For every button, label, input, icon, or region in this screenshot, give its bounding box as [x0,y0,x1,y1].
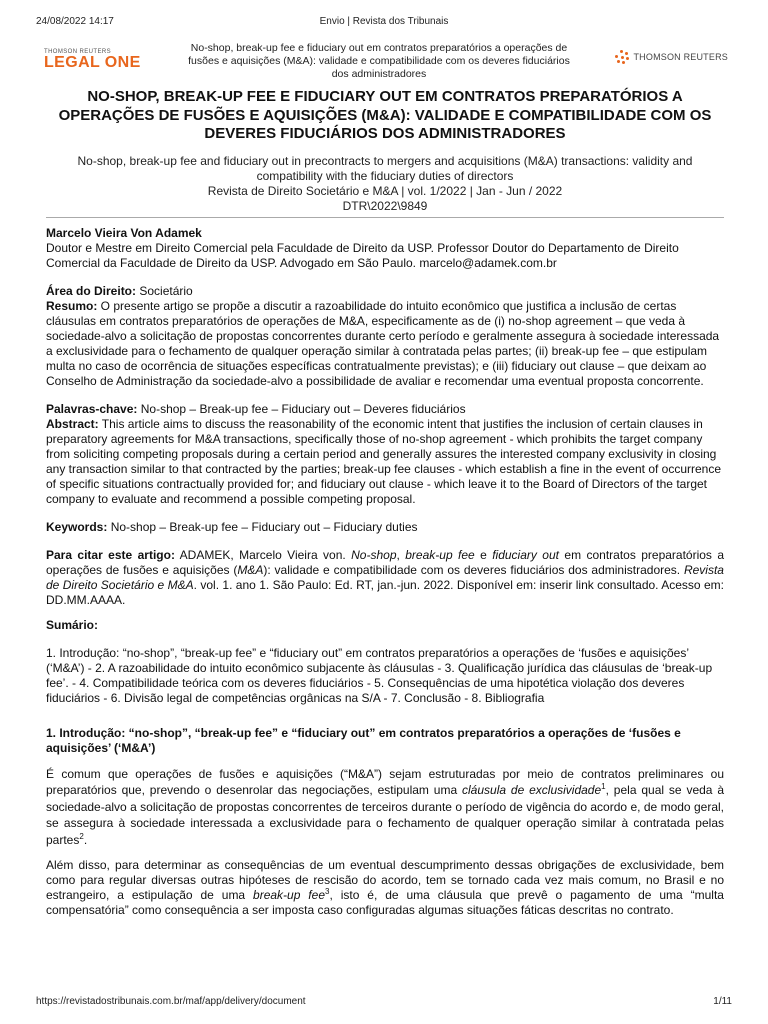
citation-italic: M&A [237,562,264,577]
p1-text: , pela qual se veda à sociedade-alvo a solicitação de propostas concorrentes de terceiros durante o período de vigência do acordo e, de modo geral, se assegura à sociedade interessada a exclusividade para o fechamento de qualquer operação similar à contratada pelas partes [46,783,724,847]
print-header [36,16,732,30]
citation-part: , [396,547,406,562]
thomson-reuters-logo [615,50,728,64]
p2-text: , isto é, de uma cláusula que prevê o pagamento de uma “multa compensatória” como consequência a ser imposta caso configuradas algumas situações fáticas descritas no contrato. [46,888,724,917]
area-label: Área do Direito: [46,283,137,298]
citation [46,548,724,608]
footnote-ref-2[interactable]: 2 [79,831,84,841]
keywords-label: Keywords: [46,519,108,534]
resumo-label: Resumo: [46,298,98,313]
print-page-number: 1/11 [713,996,732,1007]
area-value: Societário [136,283,193,298]
sumario-label-text: Sumário: [46,617,99,632]
dtr-code: DTR\2022\9849 [342,198,428,213]
document-header [36,40,732,86]
citation-part: . vol. 1. ano 1. São Paulo: Ed. RT, jan.-jun. 2022. Disponível em: inserir link consultado. Acesso em: DD.MM.AAAA. [46,577,724,607]
section-1-title: 1. Introdução: “no-shop”, “break-up fee” e “fiduciary out” em contratos preparatórios a operações de ‘fusões e aquisições’ (‘M&A’) [46,725,681,755]
journal-info: Revista de Direito Societário e M&A | vol. 1/2022 | Jan - Jun / 2022 [207,183,563,198]
header-article-title: No-shop, break-up fee e fiduciary out em contratos preparatórios a operações de fusões e aquisições (M&A): validade e compatibilidade com os deveres fiduciários dos administradores [188,42,570,80]
footnote-ref-1[interactable]: 1 [601,782,606,791]
article-title: NO-SHOP, BREAK-UP FEE E FIDUCIARY OUT EM CONTRATOS PREPARATÓRIOS A OPERAÇÕES DE FUSÕES E AQUISIÇÕES (M&A): VALIDADE E COMPATIBILIDADE COM OS DEVERES FIDUCIÁRIOS DOS ADMINISTRADORES [58,88,712,142]
divider [46,217,724,218]
resumo-text: O presente artigo se propõe a discutir a razoabilidade do intuito econômico que justifica a inclusão de certas cláusulas em contratos preparatórios de operações de M&A, especificamente as de (i) no-shop agreement – que veda à sociedade-alvo a solicitação de propostas concorrentes durante certo período e geralmente assegura à sociedade interessada a exclusividade para o fechamento de qualquer operação similar à contratada pelas partes; (ii) break-up fee – que estipulam multa no caso de ocorrência de situações específicas contratualmente previstas); e (iii) fiduciary out clause – que deixam ao Conselho de Administração da sociedade-alvo a possibilidade de avaliar e recomendar uma eventual proposta concorrente. [46,298,720,388]
palavras-chave [46,402,724,417]
logo-legal-one-text: LEGAL ONE [44,54,141,71]
author-bio: Doutor e Mestre em Direito Comercial pela Faculdade de Direito da USP. Professor Doutor do Departamento de Direito Comercial da Faculdade de Direito da USP. Advogado em São Paulo. marcelo@adamek.com.br [46,240,679,270]
footnote-ref-3[interactable]: 3 [325,887,330,896]
p1-italic: cláusula de exclusividade [462,783,602,797]
resumo [46,299,724,389]
p1-text: . [83,832,88,847]
legal-one-logo [44,49,141,71]
citation-part: ADAMEK, Marcelo Vieira von. [174,547,352,562]
p2-italic: break-up fee [253,888,325,902]
author-name: Marcelo Vieira Von Adamek [46,225,202,240]
palavras-text: No-shop – Break-up fee – Fiduciary out – Deveres fiduciários [137,401,466,416]
print-datetime: 24/08/2022 14:17 [36,16,114,27]
citation-part: em contratos preparatórios a operações de fusões e aquisições ( [46,547,725,577]
citation-italic: fiduciary out [492,547,559,562]
abstract-text: This article aims to discuss the reasonability of the economic intent that justifies the inclusion of certain clauses in preparatory agreements for M&A transactions, specifically those of no-shop agreement - which prohibits the target company from soliciting competing proposals during a certain period and generally assures the interested company exclusivity in closing any transaction similar to that contracted by the parties; break-up fee clauses - which establish a fine in the event of occurrence of specific situations contractually provided for; and fiduciary out clause - which leave it to the Board of Directors of the target company to evaluate and recommend a possible competing proposal. [46,416,722,506]
sumario-text: 1. Introdução: “no-shop”, “break-up fee” e “fiduciary out” em contratos preparatórios a operações de ‘fusões e aquisições’ (‘M&A’) - 2. A razoabilidade do intuito econômico subjacente às cláusulas - 3. Qualificação jurídica das cláusulas de ‘break-up fee’. - 4. Compatibilidade teórica com os deveres fiduciários - 5. Consequências de uma hipotética violação dos deveres fiduciários - 6. Divisão legal de competências orgânicas na S/A - 7. Conclusão - 8. Bibliografia [46,645,713,705]
abstract [46,417,724,507]
p1-text: É comum que operações de fusões e aquisições (“M&A”) sejam estruturadas por meio de contratos preliminares ou preparatórios que, prevendo o desenrolar das negociações, estipulam uma [46,766,724,797]
citation-italic: break-up fee [405,547,475,562]
citation-italic: No-shop [351,547,397,562]
abstract-label: Abstract: [46,416,99,431]
print-url: https://revistadostribunais.com.br/maf/app/delivery/document [36,996,306,1007]
thomson-reuters-dots-icon [615,50,629,64]
subtitle-english: No-shop, break-up fee and fiduciary out in precontracts to mergers and acquisitions (M&A) transactions: validity and compatibility with the fiduciary duties of directors [77,153,693,183]
sumario-label [46,618,724,633]
citation-italic: Revista de Direito Societário e M&A [46,562,724,592]
article-body [46,88,724,918]
print-page-title: Envio | Revista dos Tribunais [319,16,449,27]
palavras-label: Palavras-chave: [46,401,138,416]
citation-part: e [474,547,493,562]
p2-text: Além disso, para determinar as consequências de um eventual descumprimento dessas obrigações de exclusividade, bem como para regular diversas outras hipóteses de rescisão do acordo, tem se tornado cada vez mais comum, no Brasil e no estrangeiro, a estipulação de uma [46,858,724,902]
thomson-reuters-text: THOMSON REUTERS [633,52,728,62]
citation-part: ): validade e compatibilidade com os deveres fiduciários dos administradores. [263,562,684,577]
print-footer [36,996,732,1010]
citar-label: Para citar este artigo: [46,547,175,562]
logo-thomson-reuters-small: THOMSON REUTERS [44,49,112,55]
area-do-direito [46,284,724,299]
keywords [46,520,724,535]
paragraph-1 [46,766,724,849]
keywords-text: No-shop – Break-up fee – Fiduciary out – Fiduciary duties [107,519,418,534]
paragraph-2 [46,858,724,918]
article-meta [46,154,724,214]
